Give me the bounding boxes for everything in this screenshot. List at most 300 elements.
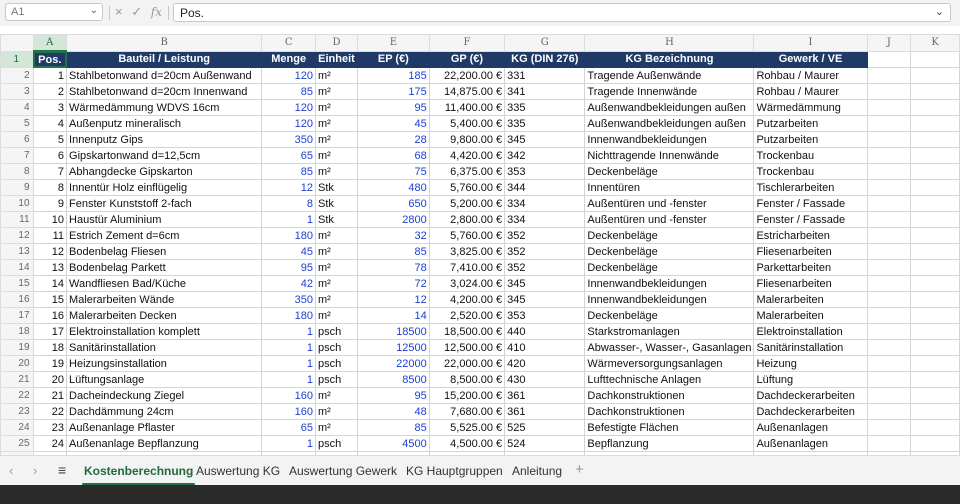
name-box-chevron-icon[interactable]: ⌄ (89, 5, 98, 16)
cell-kg-bezeichnung[interactable]: Befestigte Flächen (585, 420, 754, 436)
cell-einheit[interactable]: psch (316, 356, 358, 372)
cell-gewerk[interactable]: Estricharbeiten (754, 228, 867, 244)
empty-cell[interactable] (867, 260, 911, 276)
cell-gewerk[interactable]: Rohbau / Maurer (754, 84, 867, 100)
cell-ep[interactable]: 85 (357, 420, 429, 436)
empty-cell[interactable] (867, 212, 911, 228)
empty-cell[interactable] (911, 404, 960, 420)
cell-kg[interactable]: 344 (505, 180, 585, 196)
cell-einheit[interactable]: m² (316, 148, 358, 164)
cell-gewerk[interactable]: Malerarbeiten (754, 308, 867, 324)
cell-pos[interactable]: 8 (33, 180, 67, 196)
cell-bauteil[interactable]: Fenster Kunststoff 2-fach (67, 196, 262, 212)
empty-cell[interactable] (867, 244, 911, 260)
cell-bauteil[interactable]: Heizungsinstallation (67, 356, 262, 372)
cell-pos[interactable]: 17 (33, 324, 67, 340)
cell-pos[interactable]: 5 (33, 132, 67, 148)
cell-kg-bezeichnung[interactable]: Deckenbeläge (585, 228, 754, 244)
empty-cell[interactable] (867, 356, 911, 372)
cell-ep[interactable]: 12 (357, 292, 429, 308)
empty-cell[interactable] (867, 180, 911, 196)
cell-menge[interactable]: 1 (262, 372, 316, 388)
cell-pos[interactable]: 24 (33, 436, 67, 452)
cell-menge[interactable]: 350 (262, 132, 316, 148)
cell-kg-bezeichnung[interactable]: Tragende Außenwände (585, 68, 754, 84)
cell-menge[interactable]: 160 (262, 404, 316, 420)
cell-ep[interactable]: 75 (357, 164, 429, 180)
cell-gp[interactable]: 18,500.00 € (429, 324, 504, 340)
spreadsheet-grid[interactable] (0, 34, 960, 454)
cell-bauteil[interactable]: Außenputz mineralisch (67, 116, 262, 132)
cell-menge[interactable]: 1 (262, 356, 316, 372)
row-header-20[interactable]: 20 (1, 356, 34, 372)
empty-cell[interactable] (911, 164, 960, 180)
cell-kg-bezeichnung[interactable]: Lufttechnische Anlagen (585, 372, 754, 388)
cell-menge[interactable]: 180 (262, 308, 316, 324)
cell-einheit[interactable]: m² (316, 132, 358, 148)
row-header-21[interactable]: 21 (1, 372, 34, 388)
empty-cell[interactable] (867, 372, 911, 388)
cell-ep[interactable]: 72 (357, 276, 429, 292)
empty-cell[interactable] (867, 404, 911, 420)
cell-kg[interactable]: 331 (505, 68, 585, 84)
empty-cell[interactable] (867, 84, 911, 100)
cell-gp[interactable]: 4,420.00 € (429, 148, 504, 164)
cell-gp[interactable]: 7,410.00 € (429, 260, 504, 276)
cell-menge[interactable]: 1 (262, 324, 316, 340)
cell-kg-bezeichnung[interactable]: Außenwandbekleidungen außen (585, 116, 754, 132)
cell-ep[interactable]: 85 (357, 244, 429, 260)
cell-gp[interactable]: 8,500.00 € (429, 372, 504, 388)
cell-einheit[interactable]: m² (316, 84, 358, 100)
cell-ep[interactable]: 22000 (357, 356, 429, 372)
empty-cell[interactable] (867, 228, 911, 244)
cell-menge[interactable]: 85 (262, 84, 316, 100)
cell-einheit[interactable]: Stk (316, 180, 358, 196)
empty-cell[interactable] (867, 292, 911, 308)
cell-pos[interactable]: 20 (33, 372, 67, 388)
cell-kg[interactable]: 353 (505, 308, 585, 324)
cell-einheit[interactable]: m² (316, 116, 358, 132)
prev-sheet-icon[interactable]: ‹ (9, 463, 14, 478)
cell-kg[interactable]: 352 (505, 244, 585, 260)
row-header-23[interactable]: 23 (1, 404, 34, 420)
empty-cell[interactable] (911, 388, 960, 404)
tab-kostenberechnung[interactable]: Kostenberechnung (84, 464, 194, 478)
cell-einheit[interactable]: psch (316, 324, 358, 340)
cell-pos[interactable]: 23 (33, 420, 67, 436)
cell-bauteil[interactable]: Malerarbeiten Wände (67, 292, 262, 308)
cell-ep[interactable]: 48 (357, 404, 429, 420)
empty-cell[interactable] (867, 100, 911, 116)
row-header-9[interactable]: 9 (1, 180, 34, 196)
cell-gp[interactable]: 5,525.00 € (429, 420, 504, 436)
cell-gp[interactable]: 12,500.00 € (429, 340, 504, 356)
cell-einheit[interactable]: m² (316, 244, 358, 260)
cell-menge[interactable]: 120 (262, 116, 316, 132)
cell-kg[interactable]: 345 (505, 276, 585, 292)
cell-einheit[interactable]: m² (316, 420, 358, 436)
cell-pos[interactable]: 2 (33, 84, 67, 100)
empty-cell[interactable] (911, 292, 960, 308)
cell-gp[interactable]: 5,760.00 € (429, 180, 504, 196)
cell-bauteil[interactable]: Innentür Holz einflügelig (67, 180, 262, 196)
cell-kg[interactable]: 361 (505, 404, 585, 420)
cell-kg[interactable]: 334 (505, 196, 585, 212)
cell-kg-bezeichnung[interactable]: Starkstromanlagen (585, 324, 754, 340)
row-header-19[interactable]: 19 (1, 340, 34, 356)
empty-cell[interactable] (911, 84, 960, 100)
cell-ep[interactable]: 78 (357, 260, 429, 276)
cell-kg-bezeichnung[interactable]: Dachkonstruktionen (585, 388, 754, 404)
cell-einheit[interactable]: m² (316, 260, 358, 276)
cell-gewerk[interactable]: Dachdeckerarbeiten (754, 388, 867, 404)
column-header-j[interactable]: J (867, 35, 911, 52)
empty-cell[interactable] (911, 340, 960, 356)
empty-cell[interactable] (911, 116, 960, 132)
cell-gewerk[interactable]: Fliesenarbeiten (754, 244, 867, 260)
cell-menge[interactable]: 180 (262, 228, 316, 244)
cell-ep[interactable]: 4500 (357, 436, 429, 452)
empty-cell[interactable] (867, 68, 911, 84)
cell-gewerk[interactable]: Putzarbeiten (754, 132, 867, 148)
cell-gp[interactable]: 22,200.00 € (429, 68, 504, 84)
column-header-h[interactable]: H (585, 35, 754, 52)
column-header-e[interactable]: E (357, 35, 429, 52)
cell-gp[interactable]: 7,680.00 € (429, 404, 504, 420)
cell-einheit[interactable]: m² (316, 68, 358, 84)
cell-gewerk[interactable]: Rohbau / Maurer (754, 68, 867, 84)
header-cell-kg-bezeichnung[interactable]: KG Bezeichnung (585, 51, 754, 68)
empty-cell[interactable] (911, 132, 960, 148)
cell-menge[interactable]: 120 (262, 100, 316, 116)
cell-gewerk[interactable]: Wärmedämmung (754, 100, 867, 116)
cell-gewerk[interactable]: Dachdeckerarbeiten (754, 404, 867, 420)
cell-kg[interactable]: 525 (505, 420, 585, 436)
cell-menge[interactable]: 65 (262, 420, 316, 436)
cell-kg[interactable]: 342 (505, 148, 585, 164)
empty-cell[interactable] (867, 276, 911, 292)
cell-bauteil[interactable]: Gipskartonwand d=12,5cm (67, 148, 262, 164)
cell-gp[interactable]: 2,800.00 € (429, 212, 504, 228)
cell-bauteil[interactable]: Außenanlage Bepflanzung (67, 436, 262, 452)
row-header-2[interactable]: 2 (1, 68, 34, 84)
cell-gewerk[interactable]: Außenanlagen (754, 436, 867, 452)
cell-pos[interactable]: 11 (33, 228, 67, 244)
cell-gp[interactable]: 14,875.00 € (429, 84, 504, 100)
empty-cell[interactable] (911, 148, 960, 164)
cell-einheit[interactable]: m² (316, 308, 358, 324)
row-header-12[interactable]: 12 (1, 228, 34, 244)
cell-kg-bezeichnung[interactable]: Wärmeversorgungsanlagen (585, 356, 754, 372)
cell-ep[interactable]: 175 (357, 84, 429, 100)
sheet-menu-icon[interactable]: ≡ (58, 462, 67, 478)
cell-pos[interactable]: 18 (33, 340, 67, 356)
row-header-17[interactable]: 17 (1, 308, 34, 324)
cell-bauteil[interactable]: Bodenbelag Parkett (67, 260, 262, 276)
cell-bauteil[interactable]: Estrich Zement d=6cm (67, 228, 262, 244)
cell-gewerk[interactable]: Fenster / Fassade (754, 196, 867, 212)
cell-einheit[interactable]: m² (316, 388, 358, 404)
column-header-k[interactable]: K (911, 35, 960, 52)
cell-pos[interactable]: 1 (33, 68, 67, 84)
empty-cell[interactable] (911, 68, 960, 84)
cell-gp[interactable]: 5,400.00 € (429, 116, 504, 132)
row-header-18[interactable]: 18 (1, 324, 34, 340)
header-cell-gp[interactable]: GP (€) (429, 51, 504, 68)
cell-pos[interactable]: 14 (33, 276, 67, 292)
cell-menge[interactable]: 1 (262, 436, 316, 452)
cell-gp[interactable]: 3,024.00 € (429, 276, 504, 292)
cell-ep[interactable]: 28 (357, 132, 429, 148)
cell-bauteil[interactable]: Wärmedämmung WDVS 16cm (67, 100, 262, 116)
cell-pos[interactable]: 15 (33, 292, 67, 308)
empty-cell[interactable] (867, 132, 911, 148)
cell-menge[interactable]: 350 (262, 292, 316, 308)
empty-cell[interactable] (867, 436, 911, 452)
cell-gewerk[interactable]: Putzarbeiten (754, 116, 867, 132)
empty-cell[interactable] (911, 100, 960, 116)
cell-gewerk[interactable]: Elektroinstallation (754, 324, 867, 340)
cell-gewerk[interactable]: Außenanlagen (754, 420, 867, 436)
cell-pos[interactable]: 12 (33, 244, 67, 260)
header-cell-menge[interactable]: Menge (262, 51, 316, 68)
cell-bauteil[interactable]: Wandfliesen Bad/Küche (67, 276, 262, 292)
cell-pos[interactable]: 7 (33, 164, 67, 180)
cell-einheit[interactable]: m² (316, 292, 358, 308)
empty-cell[interactable] (911, 244, 960, 260)
cell-menge[interactable]: 160 (262, 388, 316, 404)
cell-einheit[interactable]: m² (316, 100, 358, 116)
cell-gp[interactable]: 3,825.00 € (429, 244, 504, 260)
cell-kg[interactable]: 430 (505, 372, 585, 388)
cell-kg-bezeichnung[interactable]: Innenwandbekleidungen (585, 276, 754, 292)
cell-kg[interactable]: 341 (505, 84, 585, 100)
cell-gp[interactable]: 5,760.00 € (429, 228, 504, 244)
row-header-22[interactable]: 22 (1, 388, 34, 404)
empty-cell[interactable] (867, 388, 911, 404)
cell-ep[interactable]: 185 (357, 68, 429, 84)
empty-cell[interactable] (911, 260, 960, 276)
cell-kg-bezeichnung[interactable]: Deckenbeläge (585, 164, 754, 180)
cell-kg[interactable]: 345 (505, 292, 585, 308)
empty-cell[interactable] (911, 196, 960, 212)
cell-menge[interactable]: 12 (262, 180, 316, 196)
cell-gewerk[interactable]: Trockenbau (754, 164, 867, 180)
cell-gewerk[interactable]: Trockenbau (754, 148, 867, 164)
empty-cell[interactable] (867, 196, 911, 212)
header-cell-kg[interactable]: KG (DIN 276) (505, 51, 585, 68)
empty-cell[interactable] (867, 116, 911, 132)
cell-kg[interactable]: 335 (505, 100, 585, 116)
cell-menge[interactable]: 120 (262, 68, 316, 84)
cell-gp[interactable]: 11,400.00 € (429, 100, 504, 116)
cell-ep[interactable]: 12500 (357, 340, 429, 356)
row-header-6[interactable]: 6 (1, 132, 34, 148)
row-header-25[interactable]: 25 (1, 436, 34, 452)
cell-kg[interactable]: 440 (505, 324, 585, 340)
cell-kg-bezeichnung[interactable]: Nichttragende Innenwände (585, 148, 754, 164)
cell-einheit[interactable]: m² (316, 276, 358, 292)
tab-anleitung[interactable]: Anleitung (512, 464, 563, 478)
empty-cell[interactable] (911, 372, 960, 388)
row-header-10[interactable]: 10 (1, 196, 34, 212)
cell-gewerk[interactable]: Sanitärinstallation (754, 340, 867, 356)
header-cell-gewerk[interactable]: Gewerk / VE (754, 51, 867, 68)
cell-einheit[interactable]: m² (316, 164, 358, 180)
header-cell-pos[interactable]: Pos. (33, 51, 67, 68)
empty-cell[interactable] (911, 436, 960, 452)
cell-menge[interactable]: 1 (262, 340, 316, 356)
cell-menge[interactable]: 95 (262, 260, 316, 276)
cell-kg[interactable]: 334 (505, 212, 585, 228)
row-header-11[interactable]: 11 (1, 212, 34, 228)
header-cell-ep[interactable]: EP (€) (357, 51, 429, 68)
cell-kg[interactable]: 335 (505, 116, 585, 132)
cell-einheit[interactable]: psch (316, 436, 358, 452)
empty-cell[interactable] (867, 340, 911, 356)
cell-bauteil[interactable]: Haustür Aluminium (67, 212, 262, 228)
cell-ep[interactable]: 480 (357, 180, 429, 196)
tab-kg-hauptgruppen[interactable]: KG Hauptgruppen (406, 464, 503, 478)
cell-pos[interactable]: 19 (33, 356, 67, 372)
empty-cell[interactable] (867, 324, 911, 340)
cell-einheit[interactable]: m² (316, 228, 358, 244)
cell-kg-bezeichnung[interactable]: Innenwandbekleidungen (585, 132, 754, 148)
cell-pos[interactable]: 6 (33, 148, 67, 164)
empty-cell[interactable] (911, 212, 960, 228)
cell-bauteil[interactable]: Stahlbetonwand d=20cm Innenwand (67, 84, 262, 100)
cell-ep[interactable]: 45 (357, 116, 429, 132)
cell-gp[interactable]: 2,520.00 € (429, 308, 504, 324)
row-header-13[interactable]: 13 (1, 244, 34, 260)
empty-cell[interactable] (867, 420, 911, 436)
cell-pos[interactable]: 22 (33, 404, 67, 420)
cell-gewerk[interactable]: Heizung (754, 356, 867, 372)
empty-cell[interactable] (867, 51, 911, 68)
cell-bauteil[interactable]: Dacheindeckung Ziegel (67, 388, 262, 404)
row-header-24[interactable]: 24 (1, 420, 34, 436)
cell-bauteil[interactable]: Stahlbetonwand d=20cm Außenwand (67, 68, 262, 84)
empty-cell[interactable] (911, 180, 960, 196)
select-all-corner[interactable] (1, 35, 34, 52)
cell-menge[interactable]: 85 (262, 164, 316, 180)
empty-cell[interactable] (911, 228, 960, 244)
formula-expand-chevron-icon[interactable]: ⌄ (934, 6, 944, 18)
row-header-8[interactable]: 8 (1, 164, 34, 180)
cell-kg-bezeichnung[interactable]: Bepflanzung (585, 436, 754, 452)
cell-ep[interactable]: 95 (357, 100, 429, 116)
cell-gewerk[interactable]: Fliesenarbeiten (754, 276, 867, 292)
cell-einheit[interactable]: m² (316, 404, 358, 420)
row-header-14[interactable]: 14 (1, 260, 34, 276)
cell-gp[interactable]: 4,500.00 € (429, 436, 504, 452)
cell-gewerk[interactable]: Malerarbeiten (754, 292, 867, 308)
cell-bauteil[interactable]: Sanitärinstallation (67, 340, 262, 356)
column-header-i[interactable]: I (754, 35, 867, 52)
formula-input[interactable] (173, 3, 951, 22)
cell-pos[interactable]: 10 (33, 212, 67, 228)
empty-cell[interactable] (911, 324, 960, 340)
cell-pos[interactable]: 21 (33, 388, 67, 404)
cell-ep[interactable]: 8500 (357, 372, 429, 388)
cell-kg[interactable]: 420 (505, 356, 585, 372)
cell-ep[interactable]: 2800 (357, 212, 429, 228)
empty-cell[interactable] (867, 148, 911, 164)
cell-ep[interactable]: 18500 (357, 324, 429, 340)
row-header-3[interactable]: 3 (1, 84, 34, 100)
cell-gp[interactable]: 22,000.00 € (429, 356, 504, 372)
cell-kg-bezeichnung[interactable]: Innenwandbekleidungen (585, 292, 754, 308)
cell-kg[interactable]: 353 (505, 164, 585, 180)
cell-bauteil[interactable]: Innenputz Gips (67, 132, 262, 148)
cell-pos[interactable]: 13 (33, 260, 67, 276)
cell-kg-bezeichnung[interactable]: Deckenbeläge (585, 308, 754, 324)
header-cell-einheit[interactable]: Einheit (316, 51, 358, 68)
column-header-d[interactable]: D (316, 35, 358, 52)
empty-cell[interactable] (867, 164, 911, 180)
name-box[interactable] (5, 3, 103, 21)
empty-cell[interactable] (911, 308, 960, 324)
empty-cell[interactable] (911, 276, 960, 292)
cell-bauteil[interactable]: Lüftungsanlage (67, 372, 262, 388)
cancel-icon[interactable]: × (115, 4, 123, 19)
cell-kg[interactable]: 524 (505, 436, 585, 452)
cell-menge[interactable]: 1 (262, 212, 316, 228)
empty-cell[interactable] (911, 420, 960, 436)
cell-gewerk[interactable]: Tischlerarbeiten (754, 180, 867, 196)
column-header-a[interactable]: A (33, 35, 67, 52)
column-header-g[interactable]: G (505, 35, 585, 52)
cell-bauteil[interactable]: Elektroinstallation komplett (67, 324, 262, 340)
cell-gp[interactable]: 15,200.00 € (429, 388, 504, 404)
cell-bauteil[interactable]: Malerarbeiten Decken (67, 308, 262, 324)
tab-auswertung-gewerk[interactable]: Auswertung Gewerk (289, 464, 398, 478)
cell-pos[interactable]: 9 (33, 196, 67, 212)
cell-kg[interactable]: 410 (505, 340, 585, 356)
cell-kg-bezeichnung[interactable]: Außentüren und -fenster (585, 196, 754, 212)
cell-kg-bezeichnung[interactable]: Dachkonstruktionen (585, 404, 754, 420)
row-header-16[interactable]: 16 (1, 292, 34, 308)
cell-bauteil[interactable]: Dachdämmung 24cm (67, 404, 262, 420)
cell-bauteil[interactable]: Außenanlage Pflaster (67, 420, 262, 436)
cell-kg[interactable]: 361 (505, 388, 585, 404)
cell-gewerk[interactable]: Lüftung (754, 372, 867, 388)
cell-kg-bezeichnung[interactable]: Innentüren (585, 180, 754, 196)
cell-menge[interactable]: 45 (262, 244, 316, 260)
cell-pos[interactable]: 4 (33, 116, 67, 132)
cell-gewerk[interactable]: Fenster / Fassade (754, 212, 867, 228)
column-header-c[interactable]: C (262, 35, 316, 52)
cell-ep[interactable]: 95 (357, 388, 429, 404)
cell-einheit[interactable]: Stk (316, 212, 358, 228)
empty-cell[interactable] (911, 51, 960, 68)
row-header-1[interactable]: 1 (1, 51, 34, 68)
cell-kg-bezeichnung[interactable]: Deckenbeläge (585, 244, 754, 260)
function-icon[interactable]: fx (150, 5, 162, 19)
cell-gp[interactable]: 9,800.00 € (429, 132, 504, 148)
cell-kg[interactable]: 345 (505, 132, 585, 148)
cell-einheit[interactable]: psch (316, 340, 358, 356)
column-header-b[interactable]: B (67, 35, 262, 52)
row-header-4[interactable]: 4 (1, 100, 34, 116)
cell-gewerk[interactable]: Parkettarbeiten (754, 260, 867, 276)
column-header-f[interactable]: F (429, 35, 504, 52)
cell-gp[interactable]: 4,200.00 € (429, 292, 504, 308)
cell-bauteil[interactable]: Bodenbelag Fliesen (67, 244, 262, 260)
cell-kg-bezeichnung[interactable]: Tragende Innenwände (585, 84, 754, 100)
header-cell-bauteil[interactable]: Bauteil / Leistung (67, 51, 262, 68)
